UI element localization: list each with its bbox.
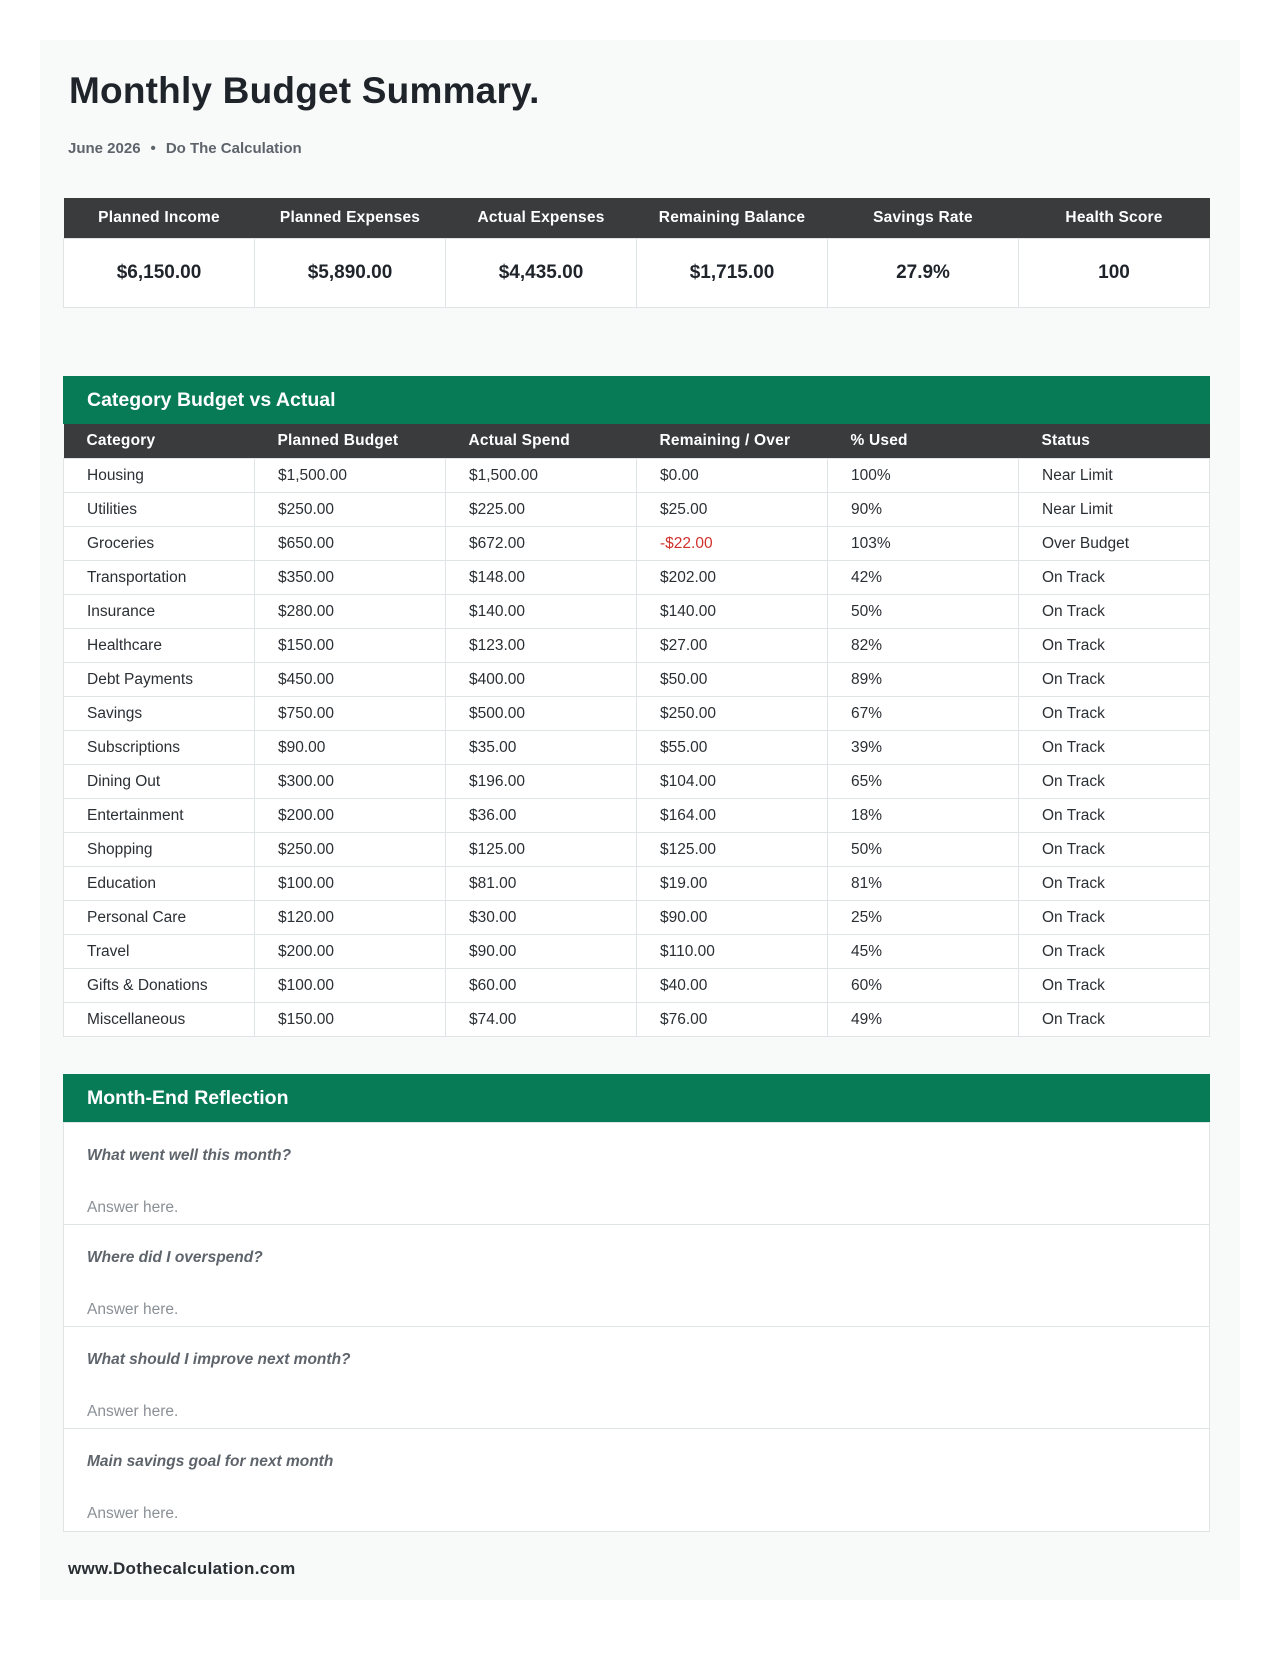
- table-row: [64, 731, 1210, 765]
- cell-actual-spend: $1,500.00: [446, 459, 637, 493]
- cell-remaining-over: $125.00: [637, 833, 828, 867]
- cell-planned-budget: $200.00: [255, 799, 446, 833]
- table-row: [64, 493, 1210, 527]
- cell-remaining-over: $104.00: [637, 765, 828, 799]
- cell-category: Transportation: [64, 561, 255, 595]
- table-row: [64, 935, 1210, 969]
- category-table-body: [64, 459, 1210, 1037]
- reflection-question: What went well this month?: [87, 1147, 292, 1164]
- cell-percent-used: 65%: [828, 765, 1019, 799]
- cell-actual-spend: $60.00: [446, 969, 637, 1003]
- cell-percent-used: 103%: [828, 527, 1019, 561]
- cell-planned-budget: $300.00: [255, 765, 446, 799]
- cell-percent-used: 90%: [828, 493, 1019, 527]
- column-header-remaining-over: Remaining / Over: [637, 424, 828, 459]
- category-table: [63, 424, 1210, 1037]
- summary-header-planned-income: Planned Income: [64, 198, 255, 239]
- cell-status: On Track: [1019, 799, 1210, 833]
- cell-planned-budget: $150.00: [255, 629, 446, 663]
- cell-percent-used: 39%: [828, 731, 1019, 765]
- table-row: [64, 663, 1210, 697]
- table-row: [64, 459, 1210, 493]
- cell-category: Utilities: [64, 493, 255, 527]
- cell-planned-budget: $450.00: [255, 663, 446, 697]
- summary-value-remaining-balance: $1,715.00: [637, 239, 828, 308]
- cell-actual-spend: $148.00: [446, 561, 637, 595]
- cell-planned-budget: $90.00: [255, 731, 446, 765]
- table-row: [64, 901, 1210, 935]
- reflection-answer-field[interactable]: Answer here.: [87, 1403, 179, 1420]
- reflection-answer-field[interactable]: Answer here.: [87, 1301, 179, 1318]
- cell-actual-spend: $30.00: [446, 901, 637, 935]
- table-row: [64, 561, 1210, 595]
- cell-planned-budget: $250.00: [255, 833, 446, 867]
- cell-percent-used: 60%: [828, 969, 1019, 1003]
- cell-status: On Track: [1019, 901, 1210, 935]
- cell-planned-budget: $200.00: [255, 935, 446, 969]
- cell-actual-spend: $123.00: [446, 629, 637, 663]
- column-header-category: Category: [64, 424, 255, 459]
- cell-remaining-over: $50.00: [637, 663, 828, 697]
- reflection-answer-field[interactable]: Answer here.: [87, 1505, 179, 1522]
- cell-planned-budget: $100.00: [255, 867, 446, 901]
- cell-category: Insurance: [64, 595, 255, 629]
- table-row: [64, 799, 1210, 833]
- cell-percent-used: 81%: [828, 867, 1019, 901]
- separator-dot: •: [150, 140, 156, 157]
- footer-url: www.Dothecalculation.com: [68, 1559, 296, 1578]
- summary-table: [63, 198, 1210, 308]
- cell-category: Subscriptions: [64, 731, 255, 765]
- cell-category: Shopping: [64, 833, 255, 867]
- cell-status: On Track: [1019, 629, 1210, 663]
- cell-remaining-over: $25.00: [637, 493, 828, 527]
- column-header-actual-spend: Actual Spend: [446, 424, 637, 459]
- brand-name: Do The Calculation: [165, 140, 302, 157]
- cell-percent-used: 50%: [828, 595, 1019, 629]
- cell-remaining-over: -$22.00: [637, 527, 828, 561]
- reflection-section-title: Month-End Reflection: [63, 1074, 1210, 1122]
- summary-header-actual-expenses: Actual Expenses: [446, 198, 637, 239]
- table-row: [64, 969, 1210, 1003]
- cell-percent-used: 18%: [828, 799, 1019, 833]
- table-row: [64, 527, 1210, 561]
- reflection-item: [64, 1429, 1209, 1531]
- cell-planned-budget: $650.00: [255, 527, 446, 561]
- cell-category: Education: [64, 867, 255, 901]
- cell-planned-budget: $100.00: [255, 969, 446, 1003]
- cell-status: On Track: [1019, 969, 1210, 1003]
- cell-actual-spend: $74.00: [446, 1003, 637, 1037]
- cell-status: On Track: [1019, 935, 1210, 969]
- cell-status: On Track: [1019, 833, 1210, 867]
- column-header-planned-budget: Planned Budget: [255, 424, 446, 459]
- summary-header-savings-rate: Savings Rate: [828, 198, 1019, 239]
- cell-status: On Track: [1019, 561, 1210, 595]
- table-row: [64, 629, 1210, 663]
- summary-header-health-score: Health Score: [1019, 198, 1210, 239]
- cell-category: Gifts & Donations: [64, 969, 255, 1003]
- cell-planned-budget: $120.00: [255, 901, 446, 935]
- cell-remaining-over: $140.00: [637, 595, 828, 629]
- cell-percent-used: 25%: [828, 901, 1019, 935]
- cell-remaining-over: $76.00: [637, 1003, 828, 1037]
- cell-remaining-over: $90.00: [637, 901, 828, 935]
- cell-remaining-over: $164.00: [637, 799, 828, 833]
- summary-value-planned-expenses: $5,890.00: [255, 239, 446, 308]
- report-date: June 2026: [68, 140, 141, 157]
- column-header-percent-used: % Used: [828, 424, 1019, 459]
- cell-actual-spend: $196.00: [446, 765, 637, 799]
- cell-actual-spend: $125.00: [446, 833, 637, 867]
- cell-remaining-over: $110.00: [637, 935, 828, 969]
- column-header-status: Status: [1019, 424, 1210, 459]
- cell-planned-budget: $280.00: [255, 595, 446, 629]
- summary-value-actual-expenses: $4,435.00: [446, 239, 637, 308]
- cell-planned-budget: $350.00: [255, 561, 446, 595]
- cell-category: Personal Care: [64, 901, 255, 935]
- reflection-box: [63, 1122, 1210, 1532]
- cell-remaining-over: $250.00: [637, 697, 828, 731]
- summary-value-planned-income: $6,150.00: [64, 239, 255, 308]
- cell-actual-spend: $400.00: [446, 663, 637, 697]
- page-subtitle: [68, 140, 302, 157]
- cell-percent-used: 89%: [828, 663, 1019, 697]
- cell-actual-spend: $225.00: [446, 493, 637, 527]
- cell-actual-spend: $500.00: [446, 697, 637, 731]
- cell-percent-used: 49%: [828, 1003, 1019, 1037]
- cell-actual-spend: $81.00: [446, 867, 637, 901]
- table-row: [64, 765, 1210, 799]
- category-section-title: Category Budget vs Actual: [63, 376, 1210, 424]
- cell-category: Savings: [64, 697, 255, 731]
- cell-category: Housing: [64, 459, 255, 493]
- cell-category: Travel: [64, 935, 255, 969]
- table-row: [64, 1003, 1210, 1037]
- cell-remaining-over: $0.00: [637, 459, 828, 493]
- cell-planned-budget: $750.00: [255, 697, 446, 731]
- cell-status: On Track: [1019, 595, 1210, 629]
- cell-actual-spend: $35.00: [446, 731, 637, 765]
- reflection-item: [64, 1123, 1209, 1225]
- table-row: [64, 833, 1210, 867]
- category-header-row: [64, 424, 1210, 459]
- cell-status: On Track: [1019, 765, 1210, 799]
- budget-page: [40, 40, 1240, 1600]
- cell-remaining-over: $27.00: [637, 629, 828, 663]
- cell-remaining-over: $40.00: [637, 969, 828, 1003]
- summary-value-savings-rate: 27.9%: [828, 239, 1019, 308]
- cell-category: Entertainment: [64, 799, 255, 833]
- table-row: [64, 595, 1210, 629]
- cell-category: Healthcare: [64, 629, 255, 663]
- cell-category: Dining Out: [64, 765, 255, 799]
- summary-header-row: [64, 198, 1210, 239]
- cell-category: Debt Payments: [64, 663, 255, 697]
- reflection-item: [64, 1327, 1209, 1429]
- cell-remaining-over: $202.00: [637, 561, 828, 595]
- cell-remaining-over: $55.00: [637, 731, 828, 765]
- cell-status: Near Limit: [1019, 459, 1210, 493]
- cell-remaining-over: $19.00: [637, 867, 828, 901]
- cell-planned-budget: $150.00: [255, 1003, 446, 1037]
- reflection-answer-field[interactable]: Answer here.: [87, 1199, 179, 1216]
- table-row: [64, 867, 1210, 901]
- cell-percent-used: 100%: [828, 459, 1019, 493]
- cell-actual-spend: $140.00: [446, 595, 637, 629]
- summary-values-row: [64, 239, 1210, 308]
- reflection-question: What should I improve next month?: [87, 1351, 351, 1368]
- cell-status: On Track: [1019, 1003, 1210, 1037]
- summary-header-planned-expenses: Planned Expenses: [255, 198, 446, 239]
- cell-status: Near Limit: [1019, 493, 1210, 527]
- cell-actual-spend: $90.00: [446, 935, 637, 969]
- cell-status: On Track: [1019, 663, 1210, 697]
- summary-value-health-score: 100: [1019, 239, 1210, 308]
- cell-status: On Track: [1019, 867, 1210, 901]
- cell-actual-spend: $672.00: [446, 527, 637, 561]
- cell-percent-used: 82%: [828, 629, 1019, 663]
- reflection-item: [64, 1225, 1209, 1327]
- cell-status: On Track: [1019, 731, 1210, 765]
- cell-percent-used: 67%: [828, 697, 1019, 731]
- cell-category: Miscellaneous: [64, 1003, 255, 1037]
- summary-header-remaining-balance: Remaining Balance: [637, 198, 828, 239]
- cell-percent-used: 50%: [828, 833, 1019, 867]
- cell-percent-used: 42%: [828, 561, 1019, 595]
- cell-percent-used: 45%: [828, 935, 1019, 969]
- reflection-question: Main savings goal for next month: [87, 1453, 334, 1470]
- cell-category: Groceries: [64, 527, 255, 561]
- cell-actual-spend: $36.00: [446, 799, 637, 833]
- reflection-question: Where did I overspend?: [87, 1249, 263, 1266]
- cell-planned-budget: $250.00: [255, 493, 446, 527]
- table-row: [64, 697, 1210, 731]
- cell-planned-budget: $1,500.00: [255, 459, 446, 493]
- cell-status: On Track: [1019, 697, 1210, 731]
- page-title: Monthly Budget Summary.: [69, 70, 540, 111]
- cell-status: Over Budget: [1019, 527, 1210, 561]
